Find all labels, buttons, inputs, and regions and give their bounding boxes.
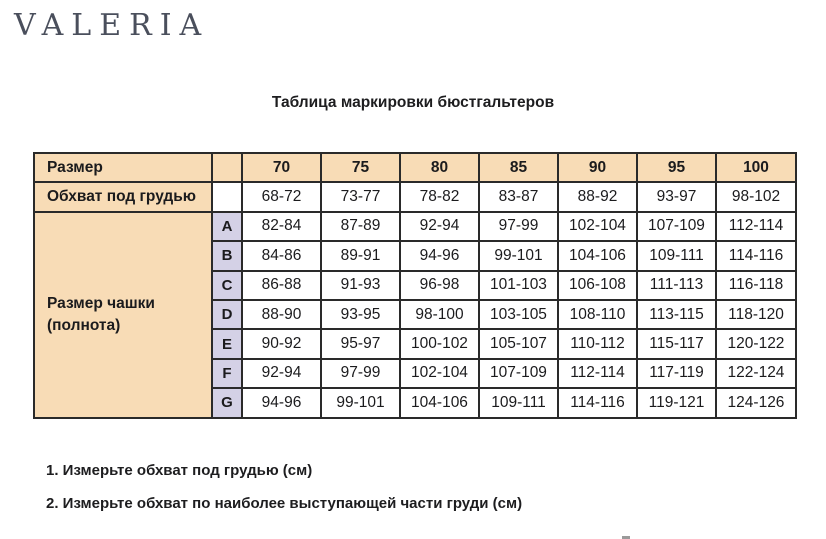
cup-value: 96-98 bbox=[400, 271, 479, 300]
size-chart-table bbox=[33, 152, 797, 419]
cup-value: 118-120 bbox=[716, 300, 796, 329]
underbust-value: 93-97 bbox=[637, 182, 716, 211]
band-size-header: 85 bbox=[479, 153, 558, 182]
underbust-value: 68-72 bbox=[242, 182, 321, 211]
cup-value: 90-92 bbox=[242, 329, 321, 358]
cup-value: 113-115 bbox=[637, 300, 716, 329]
cup-value: 111-113 bbox=[637, 271, 716, 300]
cup-value: 100-102 bbox=[400, 329, 479, 358]
cup-value: 82-84 bbox=[242, 212, 321, 241]
measurement-notes bbox=[46, 461, 522, 527]
cup-value: 109-111 bbox=[479, 388, 558, 417]
band-size-header: 95 bbox=[637, 153, 716, 182]
band-size-header: 75 bbox=[321, 153, 400, 182]
band-size-header: 100 bbox=[716, 153, 796, 182]
cup-value: 98-100 bbox=[400, 300, 479, 329]
underbust-value: 78-82 bbox=[400, 182, 479, 211]
cup-value: 107-109 bbox=[479, 359, 558, 388]
note-2: 2. Измерьте обхват по наиболее выступающей части груди (см) bbox=[46, 495, 523, 512]
cup-value: 117-119 bbox=[637, 359, 716, 388]
cup-value: 87-89 bbox=[321, 212, 400, 241]
cup-value: 116-118 bbox=[716, 271, 796, 300]
cup-value: 119-121 bbox=[637, 388, 716, 417]
size-chart-body bbox=[34, 153, 796, 418]
cup-value: 122-124 bbox=[716, 359, 796, 388]
underbust-value: 88-92 bbox=[558, 182, 637, 211]
cup-value: 108-110 bbox=[558, 300, 637, 329]
cup-value: 91-93 bbox=[321, 271, 400, 300]
cup-value: 107-109 bbox=[637, 212, 716, 241]
cup-value: 115-117 bbox=[637, 329, 716, 358]
cup-size-label: Размер чашки (полнота) bbox=[34, 212, 212, 418]
cup-letter: G bbox=[212, 388, 242, 417]
cup-value: 101-103 bbox=[479, 271, 558, 300]
cup-letter: B bbox=[212, 241, 242, 270]
underbust-value: 83-87 bbox=[479, 182, 558, 211]
cup-value: 97-99 bbox=[479, 212, 558, 241]
cup-value: 114-116 bbox=[716, 241, 796, 270]
note-1: 1. Измерьте обхват под грудью (см) bbox=[46, 462, 313, 479]
cup-value: 105-107 bbox=[479, 329, 558, 358]
cup-value: 102-104 bbox=[400, 359, 479, 388]
brand-logo: VALERIA bbox=[14, 8, 210, 43]
cup-letter: C bbox=[212, 271, 242, 300]
cup-value: 104-106 bbox=[558, 241, 637, 270]
cup-value: 88-90 bbox=[242, 300, 321, 329]
cup-value: 104-106 bbox=[400, 388, 479, 417]
cup-value: 94-96 bbox=[400, 241, 479, 270]
underbust-spacer-cell bbox=[212, 182, 242, 211]
cup-value: 114-116 bbox=[558, 388, 637, 417]
cup-value: 84-86 bbox=[242, 241, 321, 270]
cup-value: 109-111 bbox=[637, 241, 716, 270]
cup-value: 92-94 bbox=[242, 359, 321, 388]
cup-letter: A bbox=[212, 212, 242, 241]
cup-value: 86-88 bbox=[242, 271, 321, 300]
cup-value: 89-91 bbox=[321, 241, 400, 270]
cup-value: 120-122 bbox=[716, 329, 796, 358]
band-size-header: 80 bbox=[400, 153, 479, 182]
cup-value: 99-101 bbox=[321, 388, 400, 417]
size-row-label: Размер bbox=[34, 153, 212, 182]
cup-value: 99-101 bbox=[479, 241, 558, 270]
cup-value: 112-114 bbox=[558, 359, 637, 388]
cup-value: 95-97 bbox=[321, 329, 400, 358]
cup-value: 112-114 bbox=[716, 212, 796, 241]
cup-value: 97-99 bbox=[321, 359, 400, 388]
cup-value: 124-126 bbox=[716, 388, 796, 417]
cup-value: 110-112 bbox=[558, 329, 637, 358]
cup-value: 102-104 bbox=[558, 212, 637, 241]
cup-letter: D bbox=[212, 300, 242, 329]
size-row-spacer-cell bbox=[212, 153, 242, 182]
cup-value: 94-96 bbox=[242, 388, 321, 417]
cup-value: 106-108 bbox=[558, 271, 637, 300]
page-title: Таблица маркировки бюстгальтеров bbox=[271, 94, 555, 111]
underbust-row-label: Обхват под грудью bbox=[34, 182, 212, 211]
cup-value: 92-94 bbox=[400, 212, 479, 241]
cup-value: 103-105 bbox=[479, 300, 558, 329]
underbust-value: 73-77 bbox=[321, 182, 400, 211]
band-size-header: 90 bbox=[558, 153, 637, 182]
cup-letter: E bbox=[212, 329, 242, 358]
cup-value: 93-95 bbox=[321, 300, 400, 329]
underbust-value: 98-102 bbox=[716, 182, 796, 211]
band-size-header: 70 bbox=[242, 153, 321, 182]
cup-letter: F bbox=[212, 359, 242, 388]
